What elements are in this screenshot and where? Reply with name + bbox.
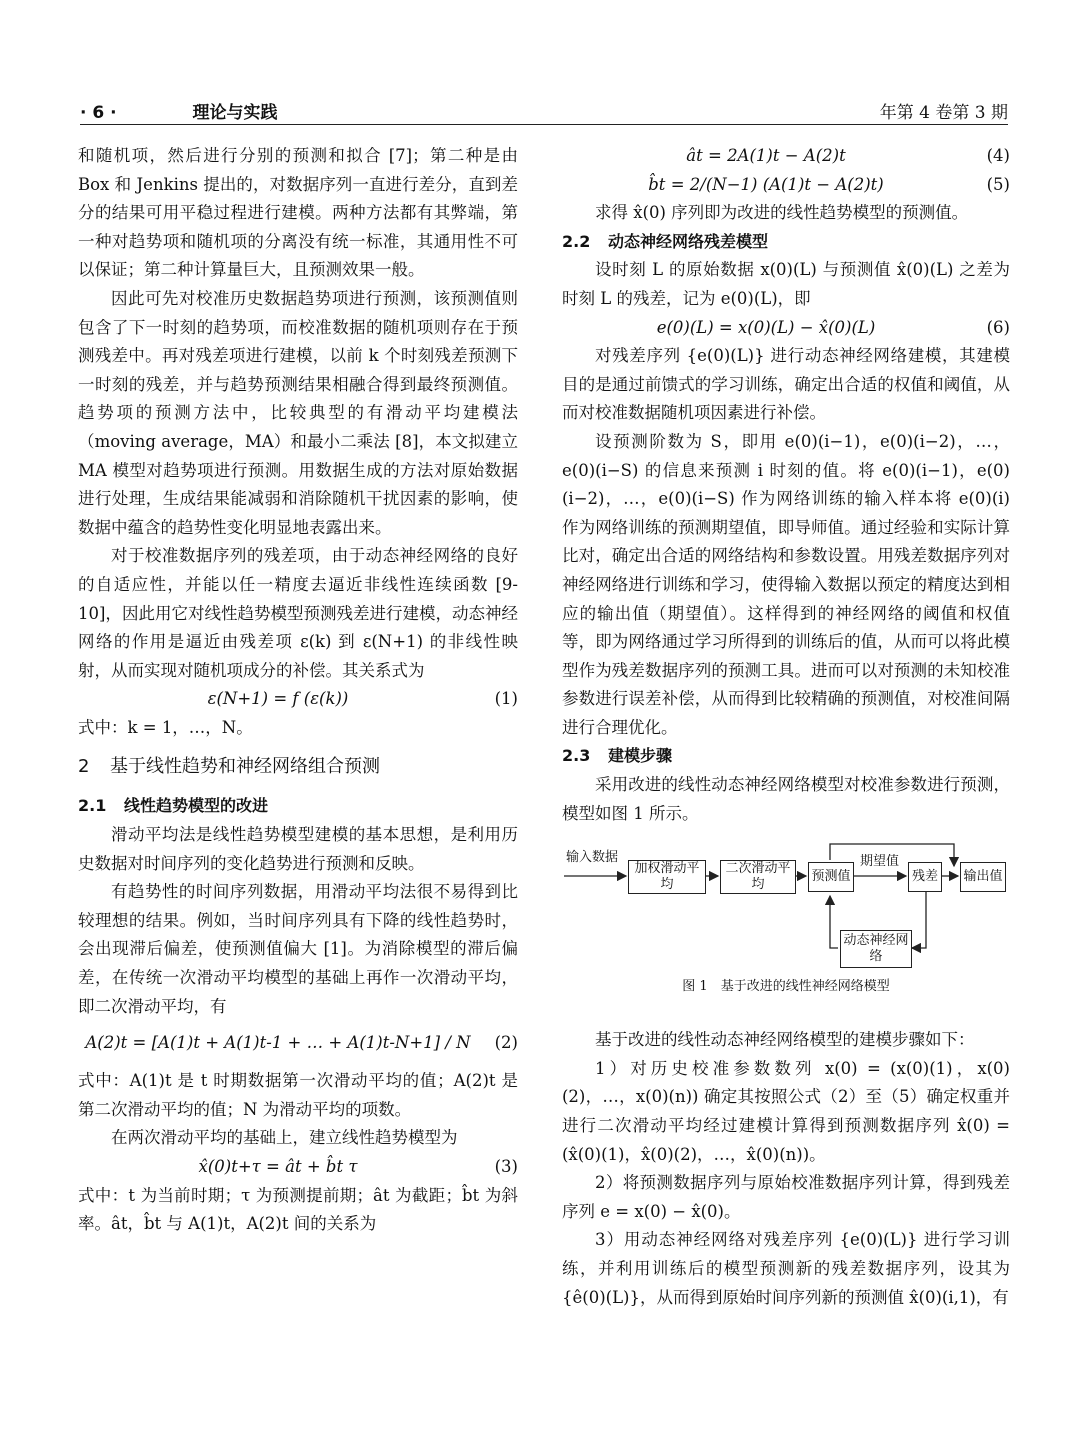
box-prediction: 预测值 <box>808 862 854 892</box>
paragraph: 3）用动态神经网络对残差序列 {e(0)(L)} 进行学习训练，并利用训练后的模型预测新的残差数据序列，设其为 {ê(0)(L)}，从而得到原始时间序列新的预测值 x̂(0)(i,1)，有 <box>562 1230 1010 1307</box>
paragraph: 对于校准数据序列的残差项，由于动态神经网络的良好的自适应性，并能以任一精度去逼近非线性连续函数 [9-10]，因此用它对线性趋势模型预测残差进行建模，动态神经网络的作用是逼近由残差项 ε(k) 到 ε(N+1) 的非线性映射，从而实现对随机项成分的补偿。其关系式为 <box>78 546 518 680</box>
equation-number: (2) <box>494 1033 518 1053</box>
equation-body: b̂t = 2/(N−1) (A(1)t − A(2)t) <box>648 174 884 194</box>
equation-2 <box>78 1021 518 1067</box>
section-number: 2.2 <box>562 231 591 251</box>
paragraph: 式中：A(1)t 是 t 时期数据第一次滑动平均的值；A(2)t 是第二次滑动平均的值；N 为滑动平均的项数。 <box>78 1071 518 1119</box>
box-dynamic-nn: 动态神经网络 <box>840 930 912 968</box>
box-residual: 残差 <box>908 862 942 892</box>
header-left <box>80 98 278 123</box>
paragraph: 式中：k = 1，…，N。 <box>78 717 253 737</box>
equation-number: (4) <box>986 146 1010 165</box>
right-column <box>562 142 1010 1312</box>
section-heading-2-2 <box>562 228 1010 257</box>
equation-6 <box>562 314 1010 343</box>
equation-5 <box>562 171 1010 200</box>
figure-1-diagram <box>562 836 1010 1026</box>
paragraph: 设时刻 L 的原始数据 x(0)(L) 与预测值 x̂(0)(L) 之差为时刻 L 的残差，记为 e(0)(L)，即 <box>562 260 1010 308</box>
equation-number: (3) <box>494 1157 518 1176</box>
equation-number: (1) <box>494 689 518 709</box>
equation-number: (6) <box>986 317 1010 337</box>
left-column <box>78 142 518 1239</box>
equation-body: x̂(0)t+τ = ât + b̂t τ <box>198 1157 358 1176</box>
box-output: 输出值 <box>960 862 1006 892</box>
paragraph: 和随机项，然后进行分别的预测和拟合 [7]；第二种是由 Box 和 Jenkins 提出的，对数据序列一直进行差分，直到差分的结果可用平稳过程进行建模。两种方法都有其弊端，第一种对趋势项和随机项的分离没有统一标准，其通用性不可以保证；第二种计算量巨大，且预测效果一般。 <box>78 146 518 280</box>
equation-body: ât = 2A(1)t − A(2)t <box>686 146 846 165</box>
section-heading-2-1 <box>78 792 518 821</box>
box-weighted-ma: 加权滑动平均 <box>628 860 706 894</box>
section-heading-2 <box>78 750 518 784</box>
paragraph: 有趋势性的时间序列数据，用滑动平均法很不易得到比较理想的结果。例如，当时间序列具有下降的线性趋势时，会出现滞后偏差，使预测值偏大 [1]。为消除模型的滞后偏差，在传统一次滑动平均模型的基础上再作一次滑动平均，即二次滑动平均，有 <box>78 882 518 1016</box>
issue-info: 年第 4 卷第 3 期 <box>879 103 1008 123</box>
label-expected: 期望值 <box>860 854 900 870</box>
section-title: 动态神经网络残差模型 <box>608 231 769 251</box>
paragraph: 采用改进的线性动态神经网络模型对校准参数进行预测，模型如图 1 所示。 <box>562 775 1010 823</box>
page-header <box>80 96 1008 125</box>
paragraph: 基于改进的线性动态神经网络模型的建模步骤如下： <box>595 1030 975 1050</box>
paragraph: 式中：t 为当前时期；τ 为预测提前期；ât 为截距；b̂t 为斜率。ât，b̂t 与 A(1)t，A(2)t 间的关系为 <box>78 1185 518 1234</box>
section-number: 2 <box>78 756 90 778</box>
section-number: 2.3 <box>562 746 591 766</box>
box-double-ma: 二次滑动平均 <box>720 860 796 894</box>
equation-number: (5) <box>986 174 1010 194</box>
section-title: 线性趋势模型的改进 <box>124 796 269 816</box>
journal-name: 理论与实践 <box>192 103 278 123</box>
arrow-4-6 <box>912 892 926 948</box>
equation-body: ε(N+1) = f (ε(k)) <box>207 689 349 709</box>
section-heading-2-3 <box>562 742 1010 771</box>
paragraph: 设预测阶数为 S，即用 e(0)(i−1)，e(0)(i−2)，…，e(0)(i−S) 的信息来预测 i 时刻的值。将 e(0)(i−1)，e(0)(i−2)，…，e(0)(i−S) 作为网络训练的输入样本将 e(0)(i) 作为网络训练的预测期望值，即导师值。通过经验和实际计算比对，确定出合适的网络结构和参数设置。用残差数据序列对神经网络进行训练和学习，使得输入数据以预定的精度达到相应的输出值（期望值）。这样得到的神经网络的阈值和权值等，即为网络通过学习所得到的训练后的值，从而可以将此模型作为残差数据序列的预测工具。进而可以对预测的未知校准参数进行误差补偿，从而得到比较精确的预测值，对校准间隔进行合理优化。 <box>562 431 1010 737</box>
figure-caption: 图 1 基于改进的线性神经网络模型 <box>682 979 890 995</box>
paragraph: 滑动平均法是线性趋势模型建模的基本思想，是利用历史数据对时间序列的变化趋势进行预测和反映。 <box>78 825 518 873</box>
equation-body: A(2)t = [A(1)t + A(1)t-1 + … + A(1)t-N+1] / N <box>85 1033 471 1053</box>
paragraph: 因此可先对校准历史数据趋势项进行预测，该预测值则包含了下一时刻的趋势项，而校准数据的随机项则存在于预测残差中。再对残差项进行建模，以前 k 个时刻残差预测下一时刻的残差，并与趋势预测结果相融合得到最终预测值。趋势项的预测方法中，比较典型的有滑动平均建模法（moving average，MA）和最小二乘法 [8]，本文拟建立 MA 模型对趋势项进行预测。用数据生成的方法对原始数据进行处理，生成结果能减弱和消除随机干扰因素的影响，使数据中蕴含的趋势性变化明显地表露出来。 <box>78 288 518 537</box>
label-input: 输入数据 <box>566 850 619 866</box>
paragraph: 在两次滑动平均的基础上，建立线性趋势模型为 <box>111 1128 458 1148</box>
page-number: · 6 · <box>80 103 117 123</box>
equation-4 <box>562 142 1010 171</box>
section-title: 建模步骤 <box>608 746 673 766</box>
section-title: 基于线性趋势和神经网络组合预测 <box>110 756 380 778</box>
arrow-6-3 <box>830 896 838 948</box>
section-number: 2.1 <box>78 796 107 816</box>
paragraph: 1）对历史校准参数数列 x(0) = (x(0)(1)，x(0)(2)，…，x(0)(n)) 确定其按照公式（2）至（5）确定权重并进行二次滑动平均经过建模计算得到预测数据序列 x̂(0) = (x̂(0)(1)，x̂(0)(2)，…，x̂(0)(n))。 <box>562 1058 1010 1164</box>
equation-body: e(0)(L) = x(0)(L) − x̂(0)(L) <box>656 317 876 337</box>
paragraph: 求得 x̂(0) 序列即为改进的线性趋势模型的预测值。 <box>595 203 969 223</box>
paragraph: 对残差序列 {e(0)(L)} 进行动态神经网络建模，其建模目的是通过前馈式的学习训练，确定出合适的权值和阈值，从而对校准数据随机项因素进行补偿。 <box>562 346 1010 423</box>
equation-1 <box>78 685 518 714</box>
equation-3 <box>78 1153 518 1182</box>
paragraph: 2）将预测数据序列与原始校准数据序列计算，得到残差序列 e = x(0) − x̂(0)。 <box>562 1173 1010 1221</box>
